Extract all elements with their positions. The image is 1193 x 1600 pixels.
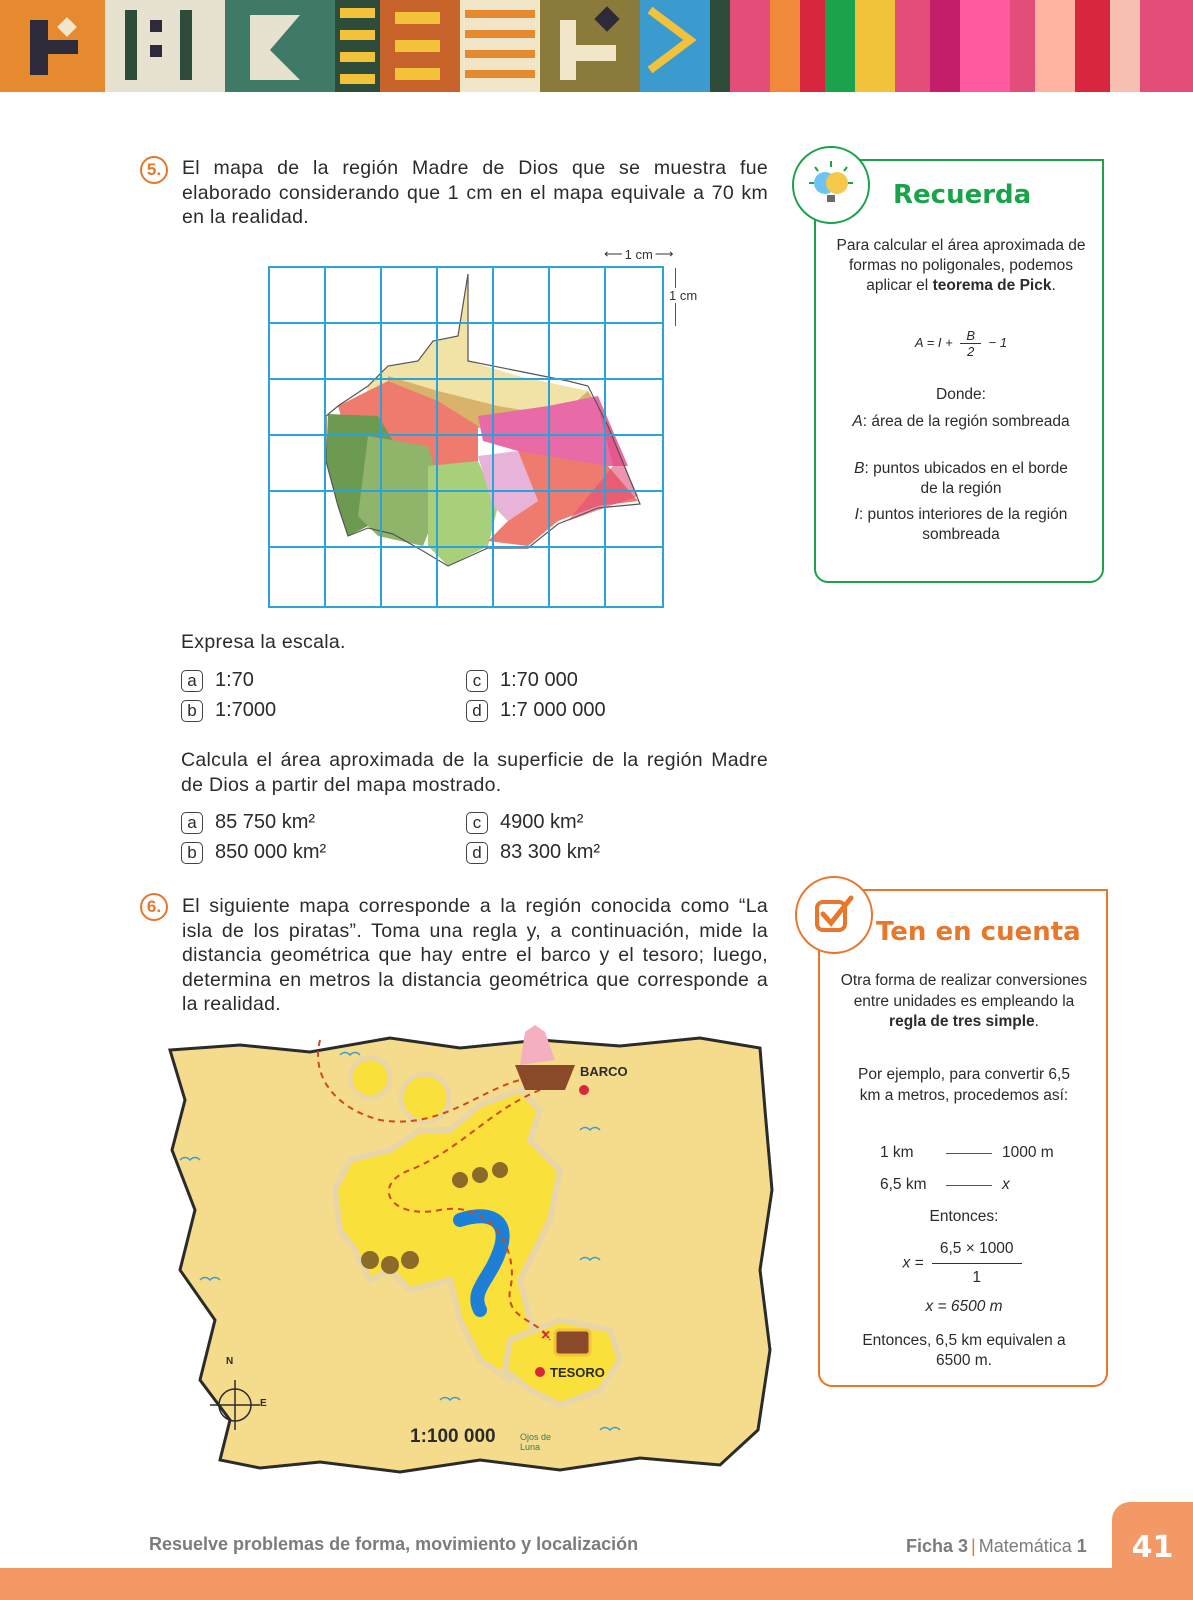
ficha-label: Ficha 3 <box>906 1536 969 1556</box>
treasure-chest <box>555 1330 590 1355</box>
option-5a[interactable] <box>181 669 254 692</box>
option-5b[interactable] <box>181 699 276 722</box>
eq-fraction <box>932 1240 1022 1287</box>
eq-left: x = <box>902 1254 928 1272</box>
scale-v-label: 1 cm <box>669 288 698 303</box>
row1-line <box>946 1153 992 1154</box>
tec-p1-text: Otra forma de realizar conversiones entre unidades es empleando la <box>840 972 1088 1010</box>
question-5-prompt-scale: Expresa la escala. <box>181 631 346 653</box>
pirate-map-svg <box>160 1020 780 1480</box>
ship-hull <box>515 1065 575 1090</box>
recuerda-intro <box>836 236 1086 296</box>
option-5-area-a[interactable] <box>181 811 315 834</box>
option-letter: b <box>181 700 203 722</box>
row1-right: 1000 m <box>1002 1144 1054 1161</box>
row2-right: x <box>1002 1176 1010 1193</box>
option-letter: a <box>181 812 203 834</box>
def-text: : área de la región sombreada <box>862 413 1070 430</box>
option-5-area-c[interactable] <box>466 811 583 834</box>
def-b <box>846 459 1076 499</box>
grade-label: 1 <box>1076 1536 1087 1556</box>
formula-den: 2 <box>967 344 975 359</box>
question-5-number-text: 5. <box>146 160 162 179</box>
formula-fraction <box>960 328 981 359</box>
pick-formula <box>836 328 1086 359</box>
region-map-svg <box>268 266 664 608</box>
page-number: 41 <box>1131 1530 1174 1565</box>
question-5-number <box>140 156 168 184</box>
donde-label: Donde: <box>936 386 986 403</box>
compass-n: N <box>226 1356 234 1367</box>
row2-line <box>946 1185 992 1186</box>
def-text: : puntos ubicados en el borde de la región <box>864 460 1068 497</box>
map-scale-label: 1:100 000 <box>410 1426 496 1447</box>
tec-paragraph-1 <box>840 971 1088 1033</box>
footer-ficha: Ficha 3 | Matemática 1 <box>906 1536 1087 1556</box>
option-text: 4900 km² <box>500 811 584 833</box>
tesoro-dot <box>535 1367 545 1377</box>
subject-label: Matemática <box>978 1536 1072 1556</box>
barco-label: BARCO <box>580 1064 628 1079</box>
madre-de-dios-map <box>268 266 664 608</box>
tec-p1-end: . <box>1034 1013 1039 1030</box>
checkbox-icon <box>795 876 873 954</box>
brain-icon-svg <box>805 159 857 211</box>
conversion-equation <box>840 1240 1088 1287</box>
conversion-conclusion: Entonces, 6,5 km equivalen a 6500 m. <box>862 1332 1066 1369</box>
option-letter: d <box>466 842 488 864</box>
recuerda-title: Recuerda <box>893 180 1032 210</box>
option-5d[interactable] <box>466 699 606 722</box>
def-symbol: A <box>852 413 863 430</box>
entonces-label: Entonces: <box>929 1208 999 1225</box>
barco-dot <box>579 1085 589 1095</box>
row1-left: 1 km <box>880 1144 914 1161</box>
row2-left: 6,5 km <box>880 1176 927 1193</box>
option-text: 1:70 <box>215 669 254 691</box>
small-island-2 <box>401 1074 449 1122</box>
textile-banner <box>0 0 1193 92</box>
option-5-area-b[interactable] <box>181 841 326 864</box>
option-letter: a <box>181 670 203 692</box>
def-i <box>846 505 1076 545</box>
question-6-number-text: 6. <box>146 897 162 916</box>
footer-competency: Resuelve problemas de forma, movimiento y localización <box>149 1534 639 1554</box>
option-5c[interactable] <box>466 669 578 692</box>
formula-right: − 1 <box>985 334 1008 350</box>
def-a <box>846 412 1076 432</box>
rule-of-three-label: regla de tres simple <box>889 1013 1035 1030</box>
eq-den: 1 <box>972 1269 982 1286</box>
def-symbol: B <box>854 460 865 477</box>
recuerda-intro-end: . <box>1051 277 1056 294</box>
pick-theorem-label: teorema de Pick <box>932 277 1052 294</box>
formula-left: A = I + <box>914 334 957 350</box>
tec-paragraph-2: Por ejemplo, para convertir 6,5 km a metros, procedemos así: <box>858 1066 1070 1104</box>
scale-h-label: 1 cm <box>624 246 653 262</box>
option-letter: c <box>466 812 488 834</box>
formula-num: B <box>960 328 981 344</box>
option-text: 83 300 km² <box>500 841 601 863</box>
eq-num: 6,5 × 1000 <box>932 1240 1022 1264</box>
treasure-x: × <box>541 1327 551 1344</box>
recuerda-intro-text: Para calcular el área aproximada de formas no poligonales, podemos aplicar el <box>836 237 1086 294</box>
brain-icon <box>792 146 870 224</box>
def-text: : puntos interiores de la región sombreada <box>858 506 1068 543</box>
option-text: 85 750 km² <box>215 811 316 833</box>
option-text: 1:70 000 <box>500 669 578 691</box>
option-letter: d <box>466 700 488 722</box>
ojos-de-luna-logo: Ojos de Luna <box>520 1432 552 1452</box>
pirate-island-map <box>160 1020 780 1480</box>
footer-bar <box>0 1568 1193 1600</box>
question-6-text: El siguiente mapa corresponde a la región conocida como “La isla de los piratas”. Toma una regla y, a continuación, mide la distancia geométrica que hay entre el barco y el tesoro; luego, determina en metros la distancia geométrica que corresponde a la realidad. <box>182 895 768 1015</box>
small-island-1 <box>350 1058 390 1098</box>
conversion-result: x = 6500 m <box>925 1298 1003 1315</box>
option-letter: c <box>466 670 488 692</box>
checkbox-icon-svg <box>811 892 857 938</box>
option-5-area-d[interactable] <box>466 841 600 864</box>
option-letter: b <box>181 842 203 864</box>
scale-horizontal: ⟵ 1 cm ⟶ <box>604 246 674 262</box>
option-text: 1:7 000 000 <box>500 699 606 721</box>
tesoro-label: TESORO <box>550 1365 605 1380</box>
option-text: 1:7000 <box>215 699 277 721</box>
option-text: 850 000 km² <box>215 841 327 863</box>
conversion-row-2 <box>880 1176 1080 1194</box>
question-5-text: El mapa de la región Madre de Dios que se muestra fue elaborado considerando que 1 cm en el mapa equivale a 70 km en la realidad. <box>182 157 768 228</box>
compass-e: E <box>260 1398 267 1409</box>
question-5-prompt-area: Calcula el área aproximada de la superficie de la región Madre de Dios a partir del mapa mostrado. <box>181 749 768 796</box>
conversion-row-1 <box>880 1144 1080 1162</box>
def-symbol: I <box>854 506 859 523</box>
question-6-number <box>140 893 168 921</box>
ten-en-cuenta-title: Ten en cuenta <box>876 917 1081 947</box>
